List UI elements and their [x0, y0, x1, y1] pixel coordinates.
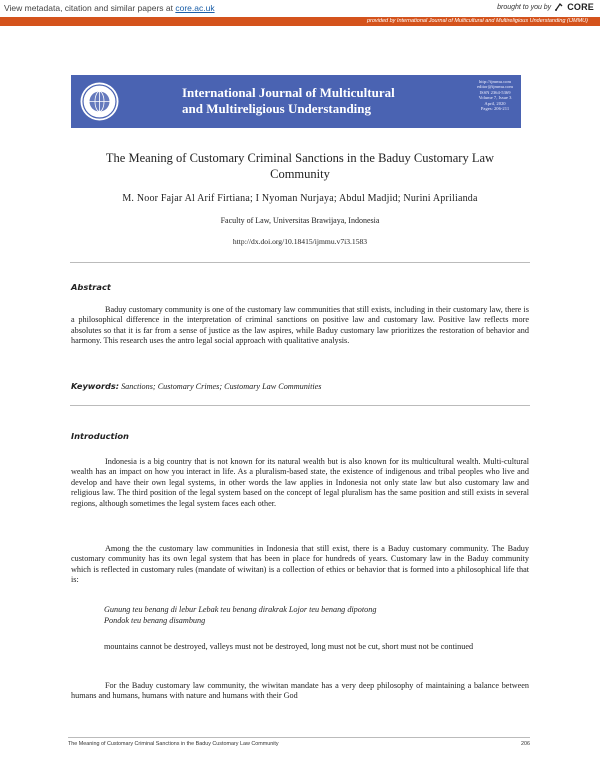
core-bar: [0, 0, 600, 17]
keywords: [71, 381, 321, 391]
article-title-line2: Community: [270, 166, 330, 181]
page-footer: [68, 737, 530, 747]
core-metadata-notice: [4, 3, 215, 13]
introduction-heading: Introduction: [71, 431, 129, 441]
journal-meta-line: http://ijmmu.com: [478, 79, 512, 84]
core-logo: CORE: [567, 2, 594, 12]
article-affiliation: Faculty of Law, Universitas Brawijaya, Indonesia: [220, 216, 380, 225]
verse-line-1: Gunung teu benang di lebur Lebak teu benang dirakrak Lojor teu benang dipotong: [104, 605, 377, 614]
journal-meta-line: editor@ijmmu.com: [477, 84, 513, 90]
journal-meta-line: Volume 7, Issue 3: [478, 95, 512, 101]
core-brand[interactable]: [497, 2, 594, 12]
footer-title: The Meaning of Customary Criminal Sanctions in the Baduy Customary Law Community: [68, 741, 279, 747]
provided-by-text[interactable]: provided by International Journal of Multicultural and Multireligious Understanding (IJMMU): [366, 18, 588, 24]
core-link[interactable]: core.ac.uk: [175, 3, 215, 13]
abstract-heading: Abstract: [71, 282, 111, 292]
journal-meta-line: April, 2020: [484, 100, 506, 106]
journal-logo-icon: [79, 81, 120, 122]
article-title-line1: The Meaning of Customary Criminal Sanctions in the Baduy Customary Law: [105, 151, 495, 165]
intro-paragraph-4: For the Baduy customary law community, the wiwitan mandate has a very deep philosophy of maintaining a balance between humans and humans, humans with nature and humans with their God: [71, 681, 529, 701]
article-title: [60, 151, 540, 182]
keywords-value: Sanctions; Customary Crimes; Customary Law Communities: [121, 382, 322, 391]
divider: [70, 262, 530, 263]
journal-meta: [471, 79, 519, 111]
journal-title-line2: and Multireligious Understanding: [182, 101, 372, 116]
verse-line-2: Pondok teu benang disambung: [104, 616, 206, 625]
core-logo-icon: [554, 2, 564, 12]
core-notice-text: View metadata, citation and similar papers at: [4, 3, 176, 13]
divider: [70, 405, 530, 406]
footer-page-number: 206: [521, 741, 530, 747]
journal-meta-line: Pages: 206-211: [480, 106, 510, 112]
abstract-text: Baduy customary community is one of the customary law communities that still exists, including in their customary law, there is a philosophical difference in the interpretation of criminal sanctions on positive law and customary law. Positive law reflects more absolutes so that it is far from a sense of justice as the law aspires, while Baduy customary law prioritizes the restoration of behavior and harmony. This research uses the antro legal social approach with qualitative analysis.: [71, 305, 529, 346]
article-doi[interactable]: http://dx.doi.org/10.18415/ijmmu.v7i3.1583: [232, 237, 368, 246]
intro-paragraph-2: Among the the customary law communities in Indonesia that still exist, there is a Baduy customary community. The Baduy customary community has its own legal system that has been in place for hundreds of years. Customary law in the Baduy community which is reflected in customary rules (mandate of wiwitan) is a collection of ethics or behavior that is formed into a philosophical life that is:: [71, 544, 529, 585]
intro-paragraph-1: Indonesia is a big country that is not known for its natural wealth but is also known for its multicultural wealth. Multi-cultural wealth has an impact on how you interact in life. As a pluralism-based state, the existence of indigenous and tribal peoples who live and develop and have their own legal systems, in other words the law applies in Indonesia not only state law but also customary law and religious law. The third position of the legal system based on the concept of legal pluralism has the same position and still exists in several regions, although sometimes the legal system faces each other.: [71, 457, 529, 508]
core-brought-text: brought to you by: [497, 3, 552, 11]
verse-translation: mountains cannot be destroyed, valleys must not be destroyed, long must not be cut, short must not be continued: [104, 642, 474, 651]
journal-title: [182, 85, 395, 117]
article-authors: M. Noor Fajar Al Arif Firtiana; I Nyoman Nurjaya; Abdul Madjid; Nurini Aprilianda: [122, 193, 478, 204]
keywords-label: Keywords:: [71, 381, 120, 391]
provided-by-bar: [0, 17, 600, 26]
journal-banner: [71, 75, 521, 128]
journal-title-line1: International Journal of Multicultural: [182, 85, 395, 100]
journal-meta-line: ISSN 2364-5369: [479, 89, 511, 95]
